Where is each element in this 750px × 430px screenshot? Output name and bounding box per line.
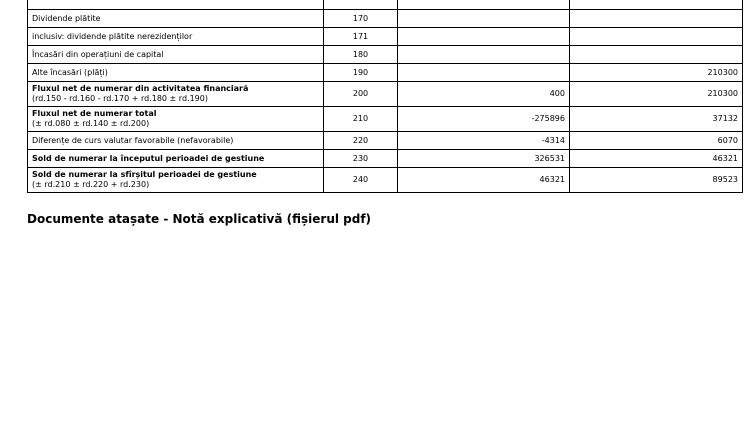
prev-period-value: 326531 bbox=[398, 150, 570, 168]
prev-period-value: -275896 bbox=[398, 107, 570, 132]
row-label: Sold de numerar la începutul perioadei de gestiune bbox=[28, 150, 324, 168]
prev-period-value bbox=[398, 64, 570, 82]
row-label: Diferențe de curs valutar favorabile (nefavorabile) bbox=[28, 132, 324, 150]
row-code: 180 bbox=[324, 46, 398, 64]
prev-period-value bbox=[398, 46, 570, 64]
table-row bbox=[28, 168, 743, 193]
row-label: Fluxul net de numerar din activitatea financiară (rd.150 - rd.160 - rd.170 + rd.180 ± rd.190) bbox=[28, 82, 324, 107]
row-code: 170 bbox=[324, 10, 398, 28]
attachments-heading: Documente atașate - Notă explicativă (fișierul pdf) bbox=[27, 212, 372, 226]
table-row bbox=[28, 28, 743, 46]
row-label: Fluxul net de numerar total (± rd.080 ± rd.140 ± rd.200) bbox=[28, 107, 324, 132]
row-label: Alte încasări (plăți) bbox=[28, 64, 324, 82]
table-row bbox=[28, 132, 743, 150]
current-period-value bbox=[570, 46, 743, 64]
table-row bbox=[28, 150, 743, 168]
row-code: 230 bbox=[324, 150, 398, 168]
row-formula: (rd.150 - rd.160 - rd.170 + rd.180 ± rd.190) bbox=[32, 94, 208, 103]
row-label: Dividende plătite bbox=[28, 10, 324, 28]
row-formula: (± rd.210 ± rd.220 + rd.230) bbox=[32, 180, 150, 189]
prev-period-value: 400 bbox=[398, 82, 570, 107]
row-label: Sold de numerar la sfîrșitul perioadei de gestiune (± rd.210 ± rd.220 + rd.230) bbox=[28, 168, 324, 193]
table-row bbox=[28, 82, 743, 107]
row-label: inclusiv: dividende plătite nerezidenților bbox=[28, 28, 324, 46]
prev-period-value bbox=[398, 28, 570, 46]
row-code: 190 bbox=[324, 64, 398, 82]
prev-period-value bbox=[398, 0, 570, 10]
current-period-value: 37132 bbox=[570, 107, 743, 132]
table-row bbox=[28, 10, 743, 28]
current-period-value: 46321 bbox=[570, 150, 743, 168]
current-period-value: 89523 bbox=[570, 168, 743, 193]
row-label: Încasări din operațiuni de capital bbox=[28, 46, 324, 64]
cash-flow-table bbox=[27, 0, 743, 193]
prev-period-value bbox=[398, 10, 570, 28]
current-period-value: 210300 bbox=[570, 82, 743, 107]
row-code: 240 bbox=[324, 168, 398, 193]
current-period-value: 210300 bbox=[570, 64, 743, 82]
row-code bbox=[324, 0, 398, 10]
table-row bbox=[28, 0, 743, 10]
current-period-value bbox=[570, 10, 743, 28]
table-row bbox=[28, 46, 743, 64]
table-row bbox=[28, 107, 743, 132]
row-formula: (± rd.080 ± rd.140 ± rd.200) bbox=[32, 119, 150, 128]
row-code: 220 bbox=[324, 132, 398, 150]
current-period-value: 6070 bbox=[570, 132, 743, 150]
current-period-value bbox=[570, 28, 743, 46]
prev-period-value: -4314 bbox=[398, 132, 570, 150]
row-code: 210 bbox=[324, 107, 398, 132]
prev-period-value: 46321 bbox=[398, 168, 570, 193]
row-code: 171 bbox=[324, 28, 398, 46]
row-code: 200 bbox=[324, 82, 398, 107]
row-label bbox=[28, 0, 324, 10]
current-period-value bbox=[570, 0, 743, 10]
table-row bbox=[28, 64, 743, 82]
